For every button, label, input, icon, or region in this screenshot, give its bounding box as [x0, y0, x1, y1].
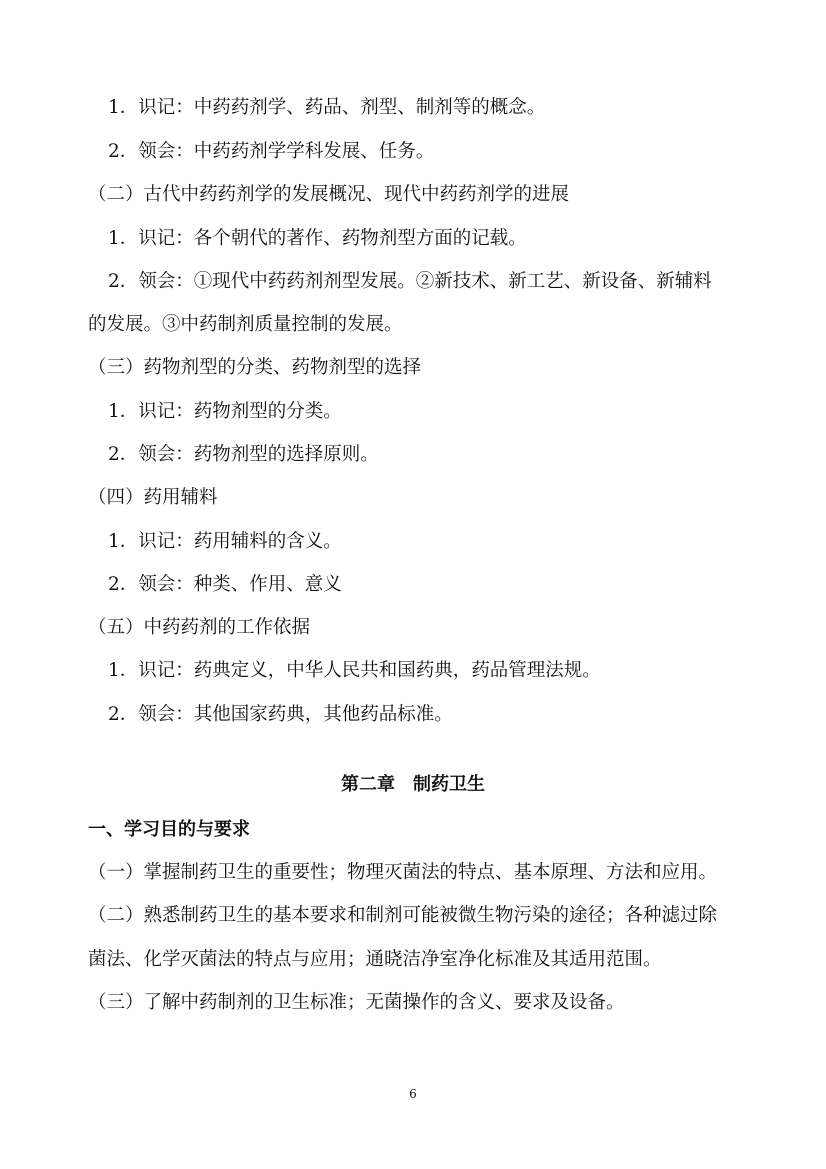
- objective-item: （一）掌握制药卫生的重要性；物理灭菌法的特点、基本原理、方法和应用。: [88, 862, 718, 883]
- chapter-title: 第二章 制药卫生: [341, 774, 485, 795]
- outline-item-continuation: 的发展。③中药制剂质量控制的发展。: [88, 314, 403, 335]
- outline-item: 2．领会：中药药剂学学科发展、任务。: [108, 141, 435, 162]
- outline-item: 1．识记：各个朝代的著作、药物剂型方面的记载。: [108, 228, 527, 249]
- outline-item: 2．领会：药物剂型的选择原则。: [108, 444, 379, 465]
- outline-item: 2．领会：种类、作用、意义: [108, 574, 342, 595]
- outline-item: 1．识记：中药药剂学、药品、剂型、制剂等的概念。: [108, 97, 546, 118]
- outline-item: 2．领会：其他国家药典，其他药品标准。: [108, 704, 453, 725]
- subsection-heading: （四）药用辅料: [88, 487, 218, 508]
- outline-item: 1．识记：药物剂型的分类。: [108, 401, 342, 422]
- outline-item: 1．识记：药用辅料的含义。: [108, 531, 342, 552]
- objective-item: （二）熟悉制药卫生的基本要求和制剂可能被微生物污染的途径；各种滤过除: [88, 905, 718, 926]
- objective-item-continuation: 菌法、化学灭菌法的特点与应用；通晓洁净室净化标准及其适用范围。: [88, 949, 662, 970]
- subsection-heading: （三）药物剂型的分类、药物剂型的选择: [88, 357, 422, 378]
- subsection-heading: （五）中药药剂的工作依据: [88, 617, 311, 638]
- section-heading: 一、学习目的与要求: [88, 819, 250, 840]
- subsection-heading: （二）古代中药药剂学的发展概况、现代中药药剂学的进展: [88, 184, 570, 205]
- outline-item: 2．领会：①现代中药药剂剂型发展。②新技术、新工艺、新设备、新辅料: [108, 271, 712, 292]
- page-number: 6: [409, 1087, 417, 1101]
- outline-item: 1．识记：药典定义，中华人民共和国药典，药品管理法规。: [108, 660, 601, 681]
- objective-item: （三）了解中药制剂的卫生标准；无菌操作的含义、要求及设备。: [88, 992, 625, 1013]
